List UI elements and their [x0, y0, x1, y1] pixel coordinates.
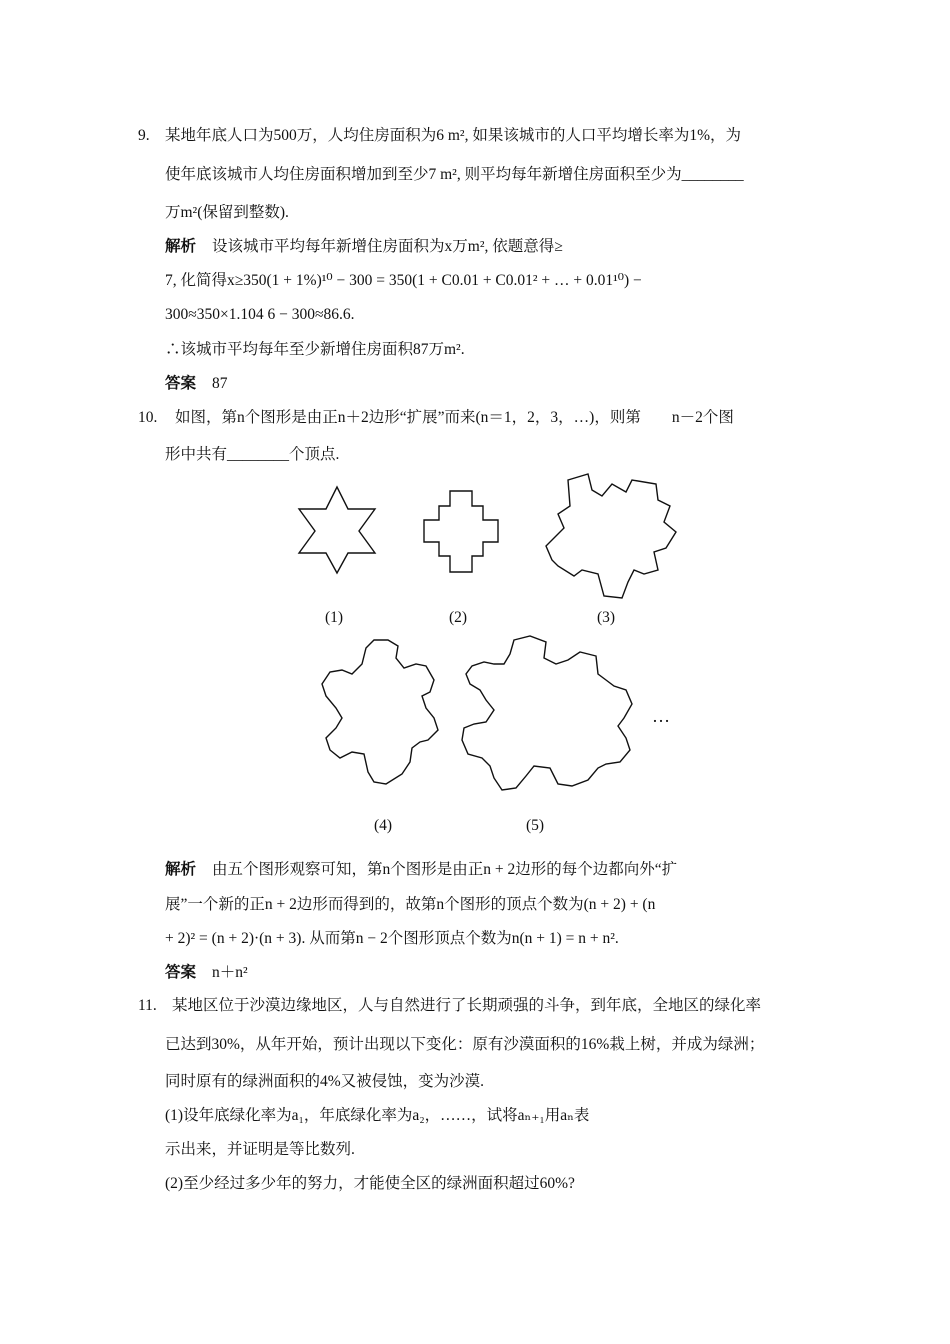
analysis-text: 设该城市平均每年新增住房面积为x万m², 依题意得≥ [212, 238, 563, 255]
question-9-line-2: 使年底该城市人均住房面积增加到至少7 m², 则平均每年新增住房面积至少为________ [165, 166, 744, 183]
question-9-number: 9. [138, 127, 150, 144]
figure-5-caption: (5) [526, 817, 545, 834]
analysis-label: 解析 [165, 861, 197, 878]
question-11-line-3: 同时原有的绿洲面积的4%又被侵蚀，变为沙漠. [165, 1073, 485, 1090]
figure-1-star [296, 485, 378, 577]
question-11-line-2: 已达到30%，从年开始，预计出现以下变化：原有沙漠面积的16%栽上树，并成为绿洲； [165, 1036, 765, 1053]
question-9-analysis-line-4: ∴该城市平均每年至少新增住房面积87万m². [165, 341, 465, 358]
question-11-part-1-line-1: (1)设年底绿化率为a₁，年底绿化率为a₂，……，试将aₙ₊₁用aₙ表 [165, 1107, 590, 1124]
question-9-analysis-line-3: 300≈350×1.104 6 − 300≈86.6. [165, 306, 355, 323]
analysis-label: 解析 [165, 238, 197, 255]
answer-value: 87 [212, 375, 228, 392]
question-10-analysis-line-3: + 2)² = (n + 2)·(n + 3). 从而第n − 2个图形顶点个数为n(n + 1) = n + n². [165, 930, 619, 947]
answer-value: n＋n² [212, 964, 248, 981]
question-9-line-3: 万m²(保留到整数). [165, 204, 289, 221]
question-10-number: 10. [138, 409, 158, 426]
question-11-line-1: 某地区位于沙漠边缘地区，人与自然进行了长期顽强的斗争，到年底，全地区的绿化率 [172, 997, 762, 1014]
question-9-line-1: 某地年底人口为500万，人均住房面积为6 m², 如果该城市的人口平均增长率为1%，为 [165, 127, 741, 144]
question-11-part-1-line-2: 示出来，并证明是等比数列. [165, 1141, 355, 1158]
figure-ellipsis: … [652, 706, 670, 726]
answer-label: 答案 [165, 375, 197, 392]
figure-4-extended-hexagon [316, 634, 450, 788]
question-11-number: 11. [138, 997, 157, 1014]
figure-3-caption: (3) [597, 609, 616, 626]
question-10-answer [165, 963, 248, 983]
question-9-analysis-line-1 [165, 237, 563, 257]
figure-2-cross [420, 488, 502, 576]
question-10-line-2: 形中共有________个顶点. [165, 446, 340, 463]
question-9-answer [165, 374, 228, 394]
question-10-analysis-line-2: 展”一个新的正n + 2边形而得到的，故第n个图形的顶点个数为(n + 2) + (n [165, 896, 656, 913]
figure-1-caption: (1) [325, 609, 344, 626]
figure-3-extended-pentagon [540, 470, 682, 604]
question-11-part-2: (2)至少经过多少年的努力，才能使全区的绿洲面积超过60%? [165, 1175, 575, 1192]
question-9-analysis-line-2: 7, 化简得x≥350(1 + 1%)¹⁰ − 300 = 350(1 + C0.01 + C0.01² + … + 0.01¹⁰) − [165, 272, 642, 289]
question-10-line-1: 如图，第n个图形是由正n＋2边形“扩展”而来(n＝1，2，3，…)，则第 n－2个图 [175, 409, 734, 426]
figure-4-caption: (4) [374, 817, 393, 834]
figure-2-caption: (2) [449, 609, 468, 626]
figure-5-extended-heptagon [456, 630, 640, 798]
question-10-analysis-line-1 [165, 860, 677, 880]
answer-label: 答案 [165, 964, 197, 981]
analysis-text: 由五个图形观察可知，第n个图形是由正n + 2边形的每个边都向外“扩 [212, 861, 678, 878]
